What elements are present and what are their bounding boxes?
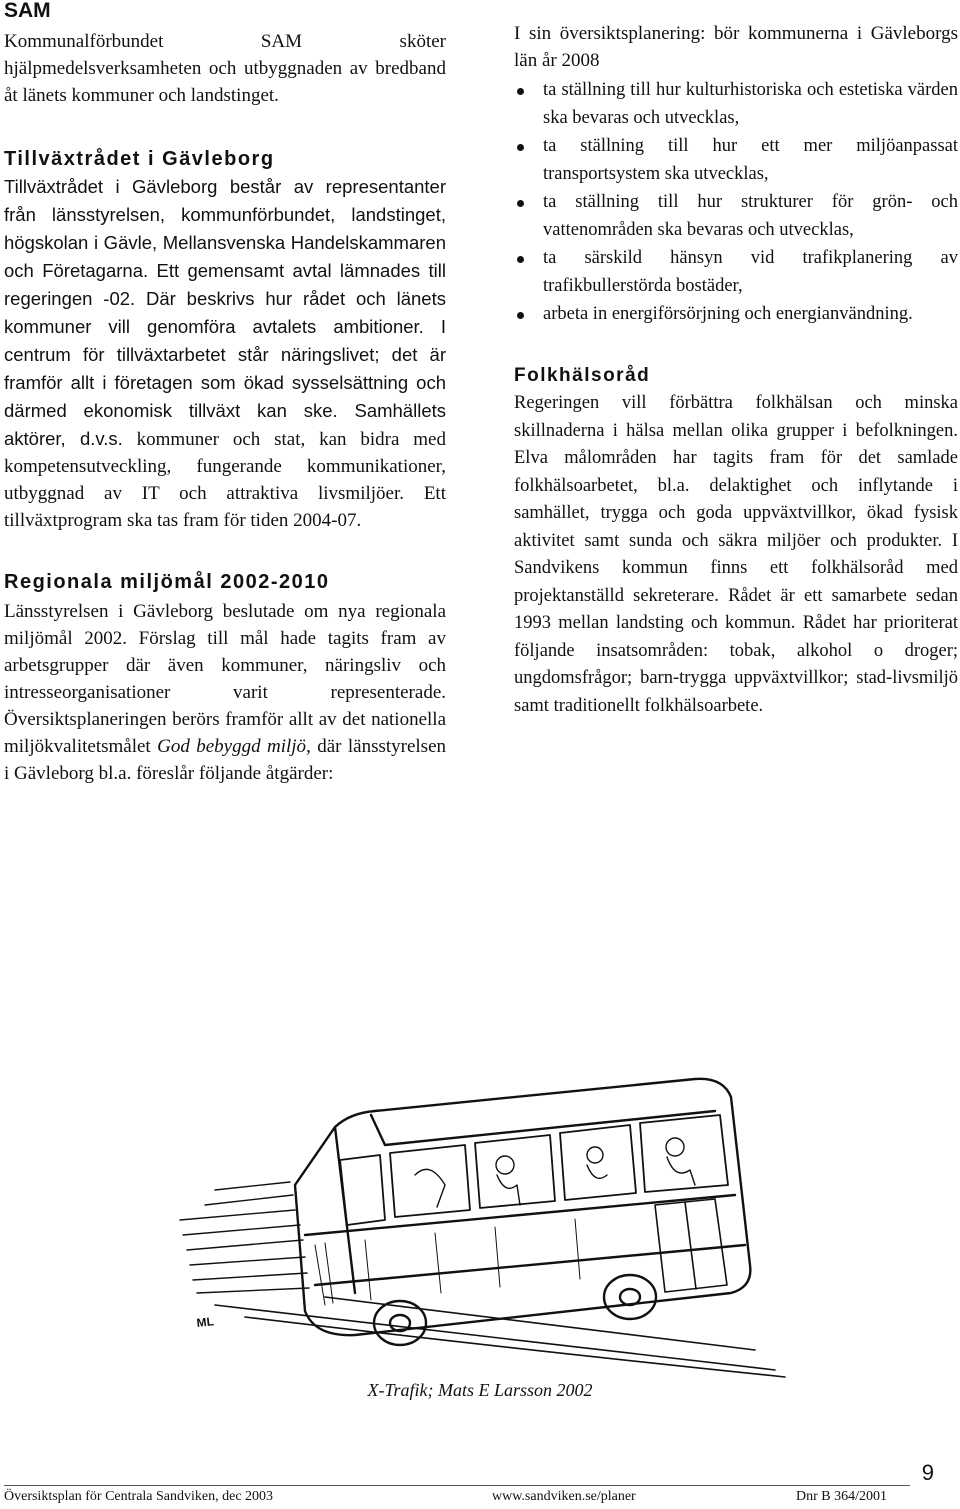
list-item: arbeta in energiförsörjning och energianvändning.: [514, 300, 958, 328]
paragraph-oversiktsplanering: I sin översiktsplanering: bör kommunerna i Gävleborgs län år 2008: [514, 23, 958, 71]
section-regionala-miljomal: [4, 568, 446, 787]
illustration-caption: X-Trafik; Mats E Larsson 2002: [367, 1380, 593, 1400]
heading-folkhalsorad: Folkhälsoråd: [514, 365, 651, 386]
bus-body: [295, 1079, 750, 1335]
list-item: ta ställning till hur kulturhistoriska och estetiska värden ska bevaras och utvecklas,: [514, 76, 958, 132]
page-number: 9: [921, 1460, 934, 1485]
bus-windows: [340, 1115, 728, 1225]
bus-wheels: [374, 1275, 656, 1345]
speed-lines: [180, 1182, 309, 1293]
section-tillvaxtradet: [4, 145, 446, 534]
paragraph-tillvaxtradet-part1: Tillväxtrådet i Gävleborg består av representanter från länsstyrelsen, kommunförbundet, landstinget, högskolan i Gävle, Mellansvenska Handelskammaren och Företagarna. Ett gemensamt avtal lämnades till regeringen -02. Där beskrivs hur rådet och länets kommuner vill genomföra avtalets ambitioner. I centrum för tillväxtarbetet står näringslivet; det är framför allt i företagen som ökad sysselsättning och därmed ekonomisk tillväxt kan ske. Samhällets aktörer, d.v.s.: [4, 176, 446, 449]
paragraph-tillvaxtradet: [4, 173, 446, 534]
bus-door: [655, 1199, 727, 1292]
list-item: ta ställning till hur strukturer för grön- och vattenområden ska bevaras och utvecklas,: [514, 188, 958, 244]
heading-tillvaxtradet: Tillväxtrådet i Gävleborg: [4, 148, 275, 170]
paragraph-miljomal-part1: Länsstyrelsen i Gävleborg beslutade om nya regionala miljömål 2002. Förslag till mål hade tagits fram av arbetsgrupper där även kommuner, näringsliv och intresseorganisationer varit representerade. Översiktsplaneringen berörs framför allt av det nationella miljökvalitetsmålet: [4, 601, 446, 757]
bullet-list-measures: [514, 76, 958, 328]
illustrator-signature: ML: [195, 1314, 215, 1330]
paragraph-sam: Kommunalförbundet SAM sköter hjälpmedelsverksamheten och utbyggnaden av bredband åt länets kommuner och landstinget.: [4, 31, 446, 106]
paragraph-folkhalsorad: Regeringen vill förbättra folkhälsan och minska skillnaderna i hälsa mellan olika grupper i befolkningen. Elva målområden har tagits fram för det samlade folkhälsoarbetet, bl.a. delaktighet och inflytande i samhället, trygga och goda uppväxtvillkor, ökad fysisk aktivitet samt sunda och säkra miljöer och produkter. I Sandvikens kommun finns ett folkhälsoråd med projektanställd sekreterare. Rådet är ett samarbete sedan 1993 mellan landsting och kommun. Rådet har prioriterat följande insatsområden: tobak, alkohol o droger; ungdomsfrågor; barn-trygga uppväxtvillkor; stad-livsmiljö samt traditionellt folkhälsoarbete.: [514, 393, 958, 716]
heading-regionala-miljomal: Regionala miljömål 2002-2010: [4, 571, 330, 593]
paragraph-miljomal-part2: , där länsstyrelsen i Gävleborg bl.a. föreslår följande åtgärder:: [4, 736, 447, 784]
footer-divider: [4, 1485, 910, 1486]
paragraph-regionala-miljomal: [4, 598, 446, 787]
footer-document-title: Översiktsplan för Centrala Sandviken, dec 2003: [4, 1489, 274, 1504]
left-column: [4, 0, 446, 787]
road-lines: [215, 1297, 785, 1377]
right-column: [514, 20, 958, 720]
list-item: ta ställning till hur ett mer miljöanpassat transportsystem ska utvecklas,: [514, 132, 958, 188]
footer-website: www.sandviken.se/planer: [492, 1489, 636, 1504]
section-sam: [4, 0, 446, 109]
heading-sam: SAM: [4, 0, 51, 22]
paragraph-tillvaxtradet-part2: kommuner och stat, kan bidra med kompetensutveckling, fungerande kommunikationer, utbyggnad av IT och attraktiva livsmiljöer. Ett tillväxtprogram ska tas fram för tiden 2004-07.: [4, 429, 446, 531]
list-item: ta särskild hänsyn vid trafikplanering av trafikbullerstörda bostäder,: [514, 244, 958, 300]
paragraph-miljomal-emphasis: God bebyggd miljö: [157, 736, 307, 757]
footer-reference-number: Dnr B 364/2001: [796, 1489, 887, 1504]
bus-illustration: [175, 1035, 790, 1380]
section-folkhalsorad: [514, 362, 958, 720]
